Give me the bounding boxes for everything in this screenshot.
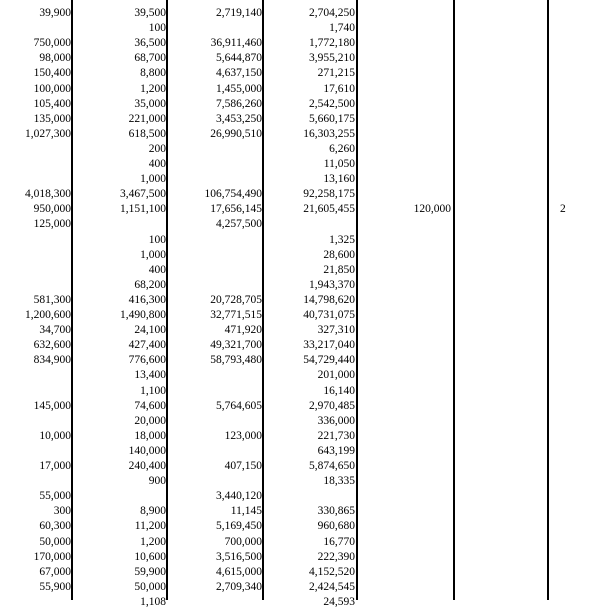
table-cell [75,217,166,232]
table-cell: 50,000 [134,580,166,593]
table-cell: 123,000 [224,429,262,442]
table-cell [560,504,600,519]
table-cell [360,293,451,308]
table-cell: 36,911,460 [210,37,262,50]
table-cell [560,82,600,97]
table-cell [560,157,600,172]
table-cell: 4,637,150 [216,67,262,80]
table-cell: 1,200,600 [25,309,71,321]
table-cell [360,489,451,504]
table-cell [560,112,600,127]
table-cell: 170,000 [33,550,71,563]
table-cell [360,519,451,534]
table-cell: 1,943,370 [309,278,355,291]
table-cell: 100 [148,233,166,246]
table-cell: 68,200 [134,278,166,291]
table-cell: 135,000 [33,112,71,125]
table-cell [360,263,451,278]
table-cell [560,429,600,444]
table-cell [560,565,600,580]
table-cell: 21,850 [323,263,355,276]
table-cell: 8,900 [140,505,166,518]
table-cell [0,474,71,489]
table-cell [0,233,71,248]
table-cell: 20,000 [134,414,166,427]
table-cell: 1,455,000 [216,82,262,95]
table-cell: 618,500 [128,127,166,140]
table-cell [0,278,71,293]
table-cell [360,51,451,66]
table-cell [360,535,451,550]
table-row [0,172,600,187]
table-cell: 150,400 [33,67,71,80]
table-cell [360,580,451,595]
table-cell [560,338,600,353]
table-cell [360,474,451,489]
table-cell: 271,215 [317,67,355,80]
table-cell: 58,793,480 [210,354,262,367]
table-cell: 39,500 [134,7,166,19]
table-cell: 900 [148,475,166,488]
table-cell [170,21,262,36]
table-cell [560,489,600,504]
table-cell: 13,400 [134,369,166,382]
table-cell: 39,900 [39,7,71,19]
table-cell: 17,000 [39,460,71,472]
table-cell [560,21,600,36]
table-cell: 67,000 [39,565,71,578]
table-cell: 336,000 [317,414,355,427]
table-cell [560,217,600,232]
table-cell: 1,000 [140,173,166,186]
table-cell: 1,108 [140,595,166,608]
table-cell: 16,770 [323,535,355,548]
table-cell: 201,000 [317,369,355,382]
table-row [0,504,600,519]
table-cell: 4,615,000 [216,565,262,578]
table-cell: 7,586,260 [216,97,262,110]
table-cell [360,399,451,414]
table-cell [170,444,262,459]
table-cell [560,97,600,112]
table-cell [560,550,600,565]
table-row [0,233,600,248]
table-cell: 221,000 [128,112,166,125]
table-cell: 14,798,620 [303,293,355,306]
table-cell [360,142,451,157]
table-cell: 100 [148,22,166,35]
table-cell [360,414,451,429]
table-cell [0,142,71,157]
table-cell [170,172,262,187]
table-cell [170,278,262,293]
table-cell [360,66,451,81]
table-cell: 4,257,500 [216,218,262,231]
table-cell [560,233,600,248]
table-row [0,263,600,278]
table-cell: 400 [148,158,166,170]
table-cell: 40,731,075 [303,309,355,321]
table-cell: 960,680 [317,520,355,533]
table-row [0,278,600,293]
table-row [0,112,600,127]
table-cell: 471,920 [224,324,262,337]
table-cell [360,172,451,187]
table-cell: 221,730 [317,429,355,442]
table-cell: 125,000 [33,218,71,231]
table-cell: 24,593 [323,595,355,608]
table-row [0,6,600,21]
table-cell [560,444,600,459]
table-cell: 28,600 [323,248,355,261]
table-cell: 5,644,870 [216,52,262,65]
table-cell: 105,400 [33,97,71,110]
table-cell [360,278,451,293]
table-cell [0,595,71,610]
table-cell: 776,600 [128,354,166,367]
table-cell: 950,000 [33,203,71,216]
table-row [0,535,600,550]
table-cell: 20,728,705 [210,293,262,306]
table-row [0,323,600,338]
table-cell: 3,467,500 [120,188,166,201]
table-cell: 11,200 [134,520,166,533]
table-row [0,459,600,474]
table-cell [560,535,600,550]
table-cell: 581,300 [33,293,71,306]
table-cell: 6,260 [329,142,355,155]
table-row [0,565,600,580]
table-cell: 1,772,180 [309,37,355,50]
table-cell: 17,656,145 [210,203,262,216]
table-row [0,97,600,112]
table-cell: 2,424,545 [309,580,355,593]
table-cell: 2,970,485 [309,399,355,412]
table-cell [0,248,71,263]
table-row [0,142,600,157]
table-row [0,187,600,202]
table-cell [560,263,600,278]
table-cell [560,323,600,338]
table-cell: 1,490,800 [120,309,166,321]
table-row [0,399,600,414]
table-cell [360,550,451,565]
table-cell: 106,754,490 [204,188,262,201]
table-cell [360,429,451,444]
table-cell: 36,500 [134,37,166,50]
table-cell [0,263,71,278]
table-cell [560,368,600,383]
table-cell [360,595,451,610]
table-cell: 60,300 [39,520,71,533]
table-cell [360,504,451,519]
table-cell [266,217,355,232]
table-cell: 1,325 [329,233,355,246]
table-cell [560,308,600,323]
table-cell [170,233,262,248]
table-cell: 407,150 [224,460,262,472]
table-cell: 200 [148,142,166,155]
table-cell [560,172,600,187]
table-cell: 92,258,175 [303,188,355,201]
table-cell [0,21,71,36]
table-cell: 2,704,250 [309,7,355,19]
table-cell [560,248,600,263]
table-cell: 300 [53,505,71,518]
table-cell: 8,800 [140,67,166,80]
table-cell: 10,600 [134,550,166,563]
table-cell: 3,453,250 [216,112,262,125]
table-cell [560,353,600,368]
table-row [0,51,600,66]
table-cell [170,157,262,172]
table-cell: 33,217,040 [303,339,355,352]
table-cell [266,489,355,504]
table-cell [170,263,262,278]
table-cell: 145,000 [33,399,71,412]
table-cell: 2,709,340 [216,580,262,593]
table-cell [360,6,451,21]
table-cell: 18,335 [323,475,355,488]
table-row [0,595,600,610]
table-row [0,308,600,323]
table-cell: 400 [148,263,166,276]
table-cell: 120,000 [413,203,451,216]
table-cell: 1,200 [140,535,166,548]
table-cell [360,36,451,51]
table-cell: 35,000 [134,97,166,110]
table-cell: 34,700 [39,324,71,337]
table-row [0,127,600,142]
table-cell: 54,729,440 [303,354,355,367]
table-cell [560,6,600,21]
table-cell: 16,303,255 [303,127,355,140]
table-cell [170,368,262,383]
table-row [0,293,600,308]
table-cell [560,399,600,414]
table-cell [360,338,451,353]
table-row [0,217,600,232]
table-cell: 4,152,520 [309,565,355,578]
table-row [0,82,600,97]
table-row [0,550,600,565]
table-cell [0,414,71,429]
table-cell: 2,542,500 [309,97,355,110]
table-row [0,368,600,383]
table-cell: 3,440,120 [216,490,262,503]
table-cell: 3,516,500 [216,550,262,563]
table-cell [560,384,600,399]
table-cell [360,157,451,172]
table-cell: 17,610 [323,82,355,95]
table-cell [170,595,262,610]
table-cell [170,414,262,429]
table-cell [360,217,451,232]
table-row [0,429,600,444]
table-cell: 5,169,450 [216,520,262,533]
table-row [0,157,600,172]
table-cell: 750,000 [33,37,71,50]
table-cell: 10,000 [39,429,71,442]
table-cell [560,66,600,81]
table-cell: 222,390 [317,550,355,563]
table-cell: 427,400 [128,339,166,352]
table-cell: 59,900 [134,565,166,578]
table-row [0,202,600,217]
table-cell: 5,874,650 [309,460,355,472]
table-cell: 5,660,175 [309,112,355,125]
table-cell [360,459,451,474]
table-cell: 13,160 [323,173,355,186]
table-cell [560,278,600,293]
table-cell [360,187,451,202]
table-cell [0,157,71,172]
table-row [0,444,600,459]
table-row [0,21,600,36]
table-cell [0,444,71,459]
table-cell: 330,865 [317,505,355,518]
table-cell: 68,700 [134,52,166,65]
table-cell [0,172,71,187]
table-cell [0,384,71,399]
table-cell [360,97,451,112]
table-cell: 1,100 [140,384,166,397]
table-cell: 98,000 [39,52,71,65]
table-cell [360,368,451,383]
table-row [0,474,600,489]
table-cell [360,323,451,338]
table-cell [560,580,600,595]
table-cell: 49,321,700 [210,339,262,352]
table-cell: 74,600 [134,399,166,412]
table-cell [360,82,451,97]
table-cell: 26,990,510 [210,127,262,140]
table-cell: 100,000 [33,82,71,95]
table-cell [360,353,451,368]
table-cell [170,142,262,157]
table-row [0,353,600,368]
table-cell: 55,000 [39,490,71,503]
table-cell: 3,955,210 [309,52,355,65]
table-cell [560,459,600,474]
table-cell [360,248,451,263]
table-cell: 240,400 [128,460,166,472]
table-cell: 327,310 [317,324,355,337]
table-row [0,384,600,399]
table-cell: 416,300 [128,293,166,306]
table-cell: 700,000 [224,535,262,548]
table-cell: 1,000 [140,248,166,261]
table-row [0,414,600,429]
table-cell [0,368,71,383]
table-row [0,338,600,353]
table-cell [360,112,451,127]
table-cell [560,36,600,51]
table-cell [360,565,451,580]
table-cell: 16,140 [323,384,355,397]
table-cell [170,248,262,263]
table-cell [560,293,600,308]
table-cell: 2 [560,203,566,216]
table-cell: 18,000 [134,429,166,442]
table-cell: 140,000 [128,444,166,457]
table-cell [560,127,600,142]
table-cell [560,519,600,534]
table-cell [360,21,451,36]
table-cell: 643,199 [317,444,355,457]
table-cell: 834,900 [33,354,71,367]
table-cell: 1,740 [329,22,355,35]
table-cell [560,51,600,66]
table-cell [360,233,451,248]
table-cell: 21,605,455 [303,203,355,216]
table-cell [560,595,600,610]
table-cell: 11,050 [323,158,355,170]
table-cell [360,308,451,323]
table-cell [75,489,166,504]
table-cell: 4,018,300 [25,188,71,201]
table-row [0,66,600,81]
table-cell [560,142,600,157]
table-cell: 32,771,515 [210,309,262,321]
table-row [0,248,600,263]
table-row [0,36,600,51]
table-row [0,489,600,504]
table-row [0,519,600,534]
table-row [0,580,600,595]
table-cell [560,187,600,202]
table-cell: 1,200 [140,82,166,95]
table-cell [360,127,451,142]
table-cell [170,474,262,489]
table-cell: 1,027,300 [25,127,71,140]
table-cell: 632,600 [33,339,71,352]
table-cell: 2,719,140 [216,7,262,19]
table-cell: 50,000 [39,535,71,548]
table-cell: 11,145 [230,505,262,518]
table-cell: 24,100 [134,324,166,337]
table-cell: 1,151,100 [120,203,166,216]
table-cell [170,384,262,399]
table-cell [560,414,600,429]
table-cell: 55,900 [39,580,71,593]
table-cell [560,474,600,489]
table-cell [360,384,451,399]
table-cell [360,444,451,459]
table-cell: 5,764,605 [216,399,262,412]
